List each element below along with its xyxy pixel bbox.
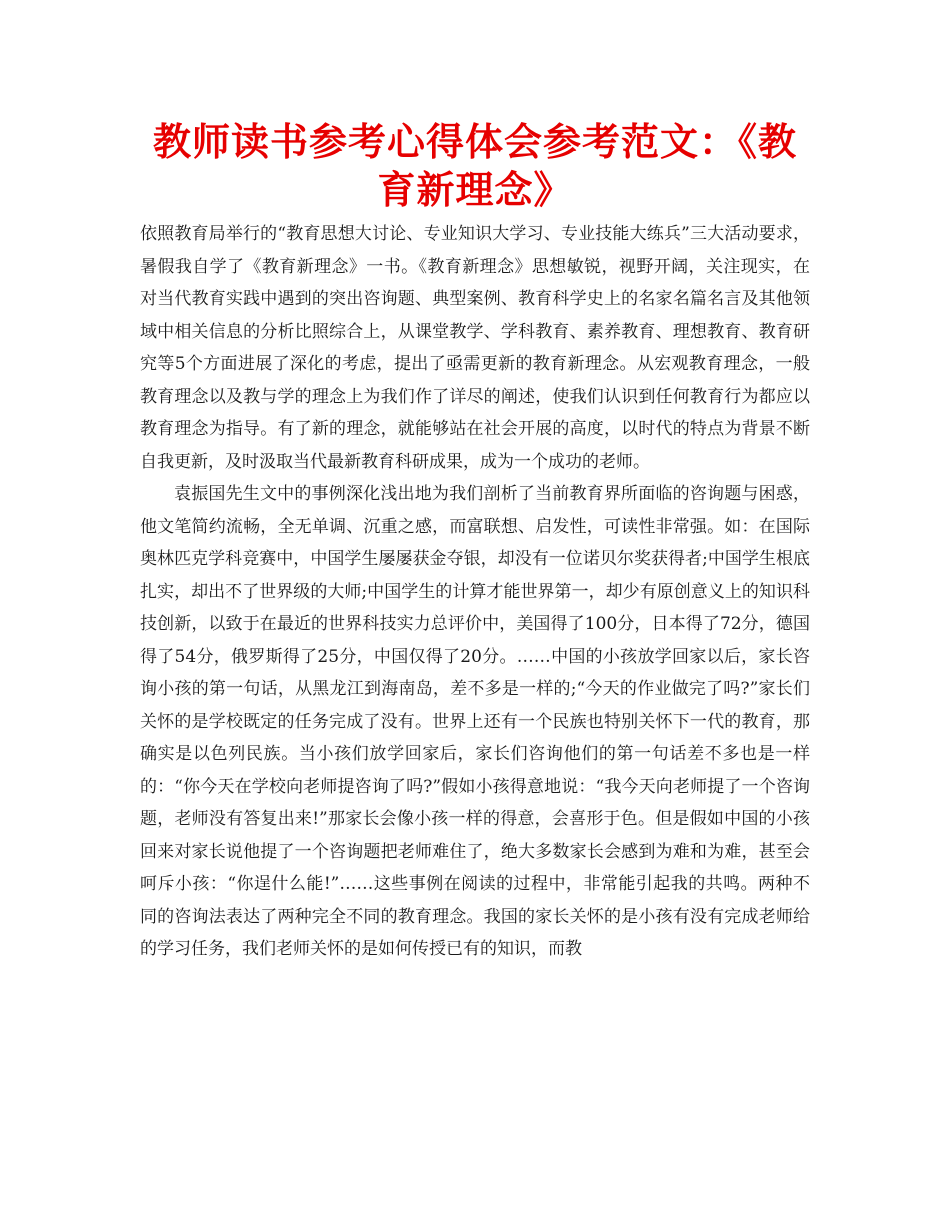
- paragraph-1: 依照教育局举行的“教育思想大讨论、专业知识大学习、专业技能大练兵”三大活动要求，暑假我自学了《教育新理念》一书。《教育新理念》思想敏锐，视野开阔，关注现实，在对当代教育实践中遇到的突出咨询题、典型案例、教育科学史上的名家名篇名言及其他领域中相关信息的分析比照综合上，从课堂教学、学科教育、素养教育、理想教育、教育研究等5个方面进展了深化的考虑，提出了亟需更新的教育新理念。从宏观教育理念，一般教育理念以及教与学的理念上为我们作了详尽的阐述，使我们认识到任何教育行为都应以教育理念为指导。有了新的理念，就能够站在社会开展的高度，以时代的特点为背景不断自我更新，及时汲取当代最新教育科研成果，成为一个成功的老师。: [140, 224, 810, 472]
- paragraph-2: 袁振国先生文中的事例深化浅出地为我们剖析了当前教育界所面临的咨询题与困惑，他文笔简约流畅，全无单调、沉重之感，而富联想、启发性，可读性非常强。如：在国际奥林匹克学科竞赛中，中国学生屡屡获金夺银，却没有一位诺贝尔奖获得者;中国学生根底扎实，却出不了世界级的大师;中国学生的计算才能世界第一，却少有原创意义上的知识科技创新，以致于在最近的世界科技实力总评价中，美国得了100分，日本得了72分，德国得了54分，俄罗斯得了25分，中国仅得了20分。……中国的小孩放学回家以后，家长咨询小孩的第一句话，从黑龙江到海南岛，差不多是一样的;“今天的作业做完了吗?”家长们关怀的是学校既定的任务完成了没有。世界上还有一个民族也特别关怀下一代的教育，那确实是以色列民族。当小孩们放学回家后，家长们咨询他们的第一句话差不多也是一样的：“你今天在学校向老师提咨询了吗?”假如小孩得意地说：“我今天向老师提了一个咨询题，老师没有答复出来!”那家长会像小孩一样的得意，会喜形于色。但是假如中国的小孩回来对家长说他提了一个咨询题把老师难住了，绝大多数家长会感到为难和为难，甚至会呵斥小孩：“你逞什么能!”……这些事例在阅读的过程中，非常能引起我的共鸣。两种不同的咨询法表达了两种完全不同的教育理念。我国的家长关怀的是小孩有没有完成老师给的学习任务，我们老师关怀的是如何传授已有的知识，而教: [140, 484, 810, 959]
- document-title: 教师读书参考心得体会参考范文：《教育新理念》: [152, 120, 797, 212]
- document-body: [140, 218, 810, 966]
